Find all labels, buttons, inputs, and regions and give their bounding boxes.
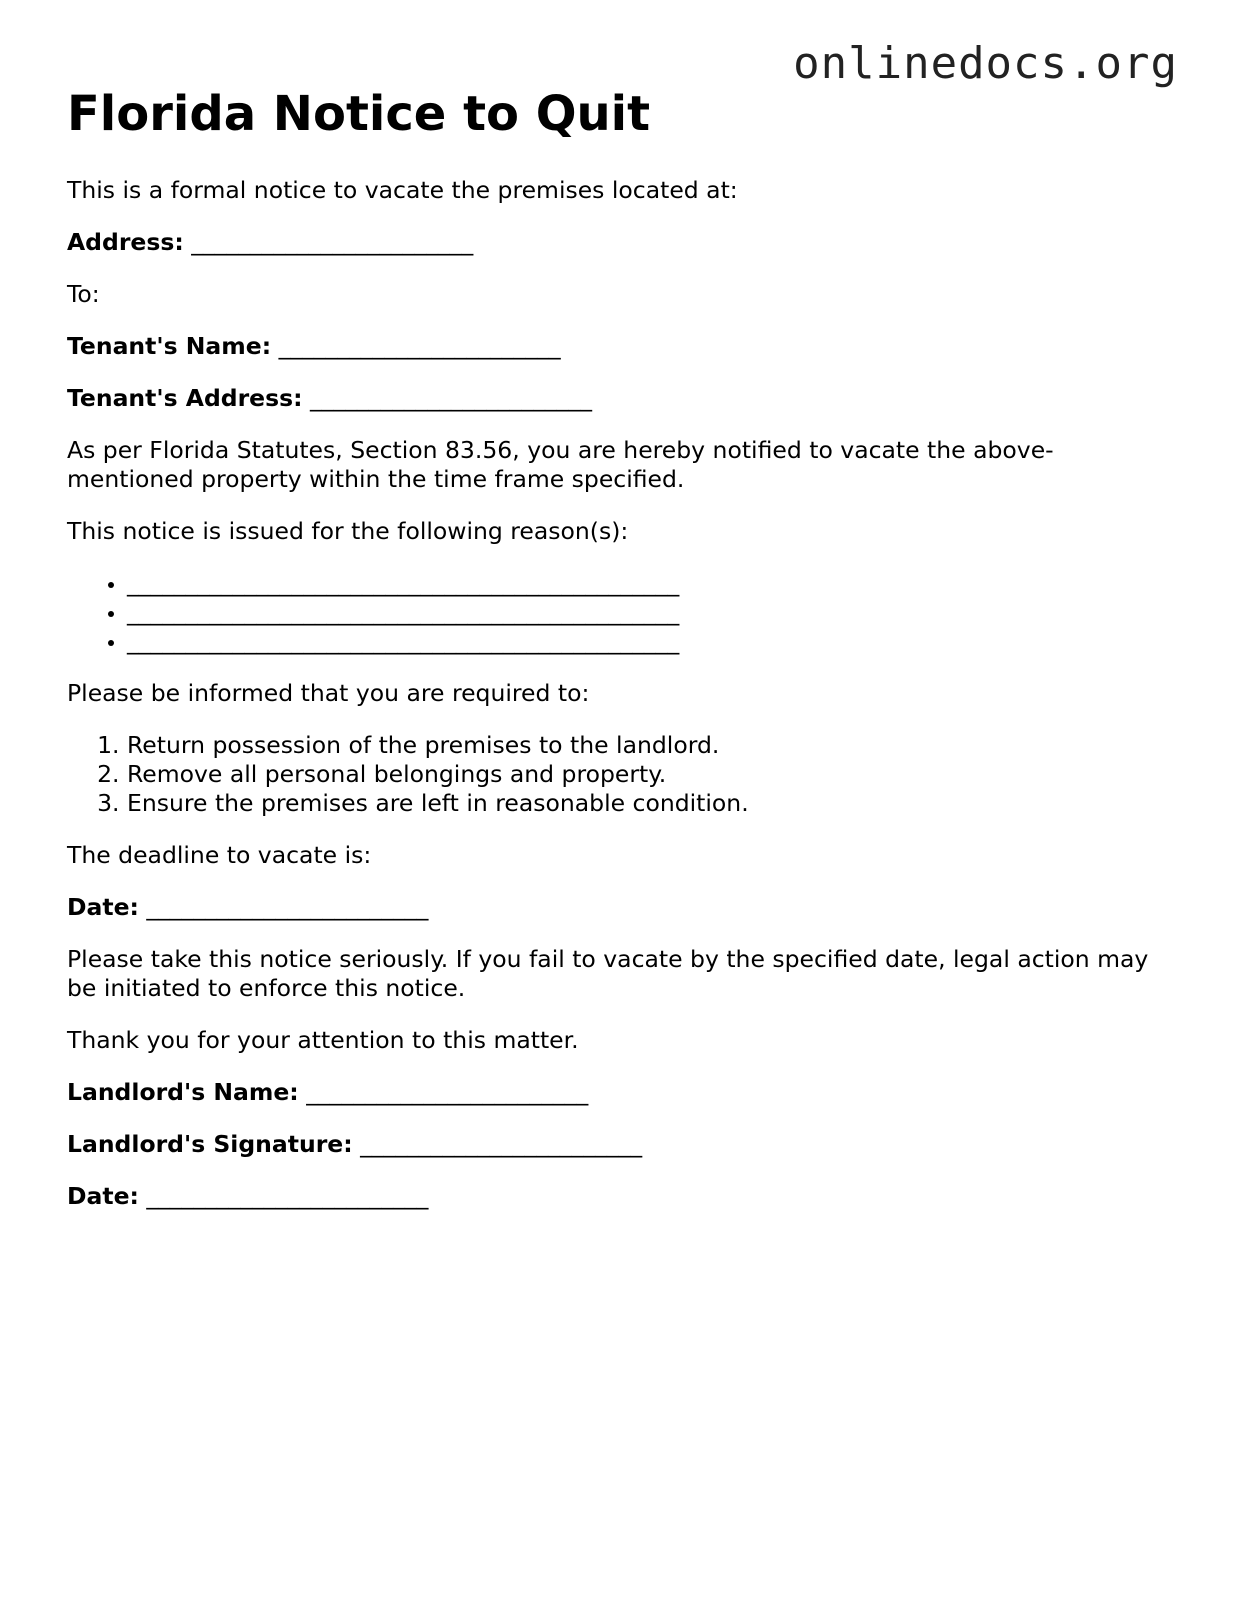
requirement-item: 2. Remove all personal belongings and property.	[127, 760, 1177, 789]
statute-notice-text: As per Florida Statutes, Section 83.56, you are hereby notified to vacate the above-mentioned property within the time frame specified.	[67, 436, 1054, 493]
thanks-text: Thank you for your attention to this matter.	[67, 1026, 579, 1054]
to-text: To:	[67, 280, 100, 308]
landlord-signature-blank[interactable]: ________________________	[360, 1130, 643, 1158]
reason-item[interactable]: • _______________________________________________	[127, 627, 1177, 656]
requirements-intro-text: Please be informed that you are required to:	[67, 679, 590, 707]
tenant-name-blank[interactable]: ________________________	[278, 332, 561, 360]
landlord-name-label: Landlord's Name:	[67, 1078, 299, 1106]
reason-item[interactable]: • _______________________________________________	[127, 598, 1177, 627]
tenant-address-blank[interactable]: ________________________	[309, 384, 592, 412]
landlord-signature-label: Landlord's Signature:	[67, 1130, 353, 1158]
address-blank[interactable]: ________________________	[191, 228, 474, 256]
reason-item[interactable]: • _______________________________________________	[127, 569, 1177, 598]
signature-date-field	[67, 1182, 1177, 1211]
tenant-address-field	[67, 384, 1177, 413]
tenant-name-field	[67, 332, 1177, 361]
reasons-intro-text: This notice is issued for the following reason(s):	[67, 517, 629, 545]
warning-text: Please take this notice seriously. If you fail to vacate by the specified date, legal action may be initiated to enforce this notice.	[67, 945, 1149, 1002]
deadline-intro-text: The deadline to vacate is:	[67, 841, 372, 869]
requirements-list	[67, 731, 1177, 818]
tenant-address-label: Tenant's Address:	[67, 384, 303, 412]
deadline-date-blank[interactable]: ________________________	[146, 893, 429, 921]
signature-date-blank[interactable]: ________________________	[146, 1182, 429, 1210]
landlord-name-blank[interactable]: ________________________	[306, 1078, 589, 1106]
document-title: Florida Notice to Quit	[67, 86, 651, 142]
signature-date-label: Date:	[67, 1182, 139, 1210]
intro-text: This is a formal notice to vacate the premises located at:	[67, 176, 738, 204]
address-label: Address:	[67, 228, 184, 256]
reasons-list	[67, 569, 1177, 656]
tenant-name-label: Tenant's Name:	[67, 332, 272, 360]
landlord-signature-field	[67, 1130, 1177, 1159]
address-field	[67, 228, 1177, 257]
requirement-item: 3. Ensure the premises are left in reasonable condition.	[127, 789, 1177, 818]
requirement-item: 1. Return possession of the premises to the landlord.	[127, 731, 1177, 760]
site-watermark: onlinedocs.org	[793, 38, 1178, 89]
landlord-name-field	[67, 1078, 1177, 1107]
notice-document	[67, 84, 1177, 1211]
deadline-date-label: Date:	[67, 893, 139, 921]
deadline-date-field	[67, 893, 1177, 922]
